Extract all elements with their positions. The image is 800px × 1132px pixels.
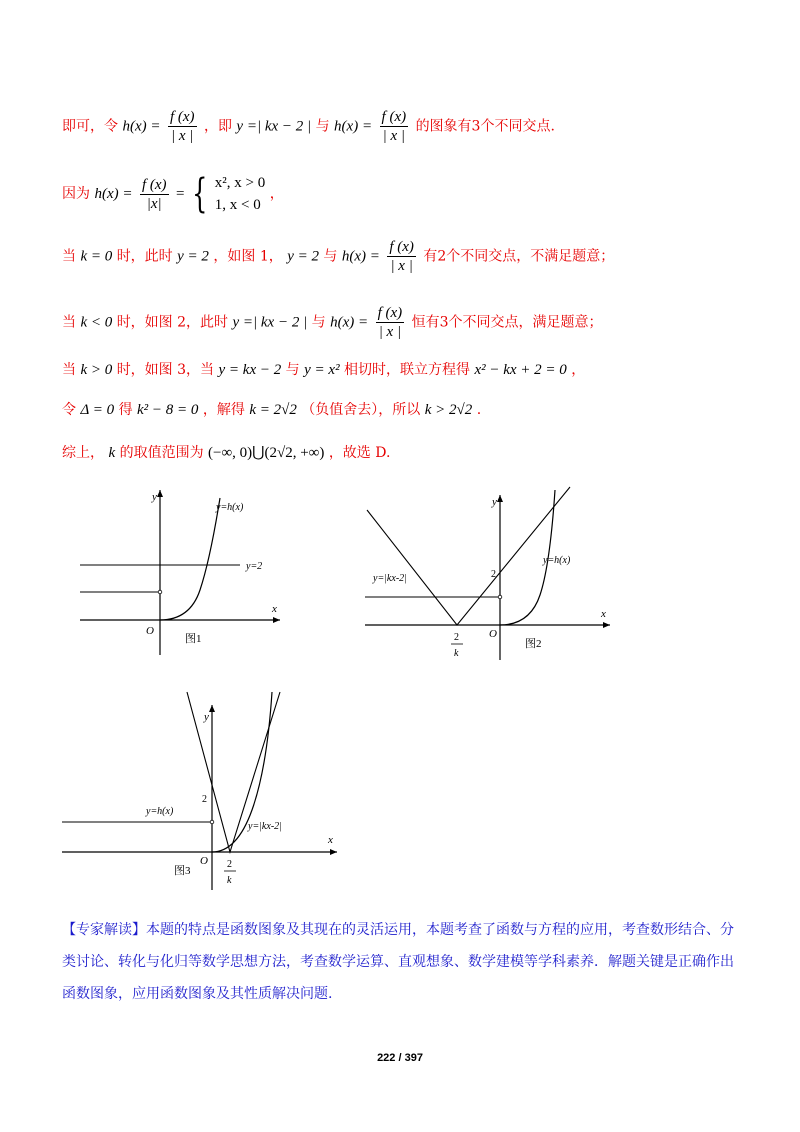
open-point (210, 820, 214, 824)
math: x² − kx + 2 = 0 (474, 362, 567, 378)
math: (−∞, 0)⋃(2√2, +∞) (208, 445, 325, 461)
figure-1 (80, 480, 290, 660)
curve-label: y=h(x) (543, 555, 571, 566)
math: k > 2√2 (424, 402, 473, 418)
math: k = 2√2 (249, 402, 297, 418)
text: 得 (118, 402, 133, 418)
text: 有2个不同交点，不满足题意； (423, 248, 615, 265)
text: 与 (323, 248, 338, 265)
curve-label: y=h(x) (216, 502, 244, 513)
tick-2: 2 (202, 794, 207, 805)
fraction (380, 108, 409, 145)
denominator: |x| (146, 195, 162, 212)
fraction (168, 108, 197, 145)
numerator: f (x) (389, 239, 414, 255)
denominator: | x | (378, 324, 402, 340)
math: y = kx − 2 (218, 362, 282, 378)
denominator: | x | (382, 128, 406, 144)
origin-label: O (200, 855, 208, 867)
numerator: f (x) (377, 305, 403, 321)
root-numerator: 2 (454, 632, 459, 643)
math: k < 0 (80, 314, 113, 331)
figure-2 (365, 485, 615, 665)
math: h(x) = (122, 118, 161, 135)
expert-note (62, 914, 742, 1010)
tick-2: 2 (491, 569, 496, 580)
math: k > 0 (80, 362, 113, 378)
text: 恒有3个不同交点，满足题意； (411, 314, 603, 331)
math: k = 0 (80, 248, 113, 265)
text: . (476, 402, 482, 418)
left-brace: { (191, 171, 208, 217)
text: 时，如图 2，此时 (116, 314, 229, 331)
fraction (387, 238, 416, 275)
math: y =| kx − 2 | (232, 314, 308, 331)
fraction (376, 304, 405, 341)
math: k² − 8 = 0 (137, 402, 199, 418)
text: 相切时，联立方程得 (344, 362, 471, 378)
origin-label: O (146, 625, 154, 637)
text: 的取值范围为 (119, 445, 204, 461)
math: y = 2 (177, 248, 209, 265)
math: h(x) = (94, 186, 133, 202)
line-6 (62, 400, 481, 420)
fraction (140, 176, 169, 213)
text: ，如图 1， (213, 248, 283, 265)
numerator: f (x) (169, 109, 195, 125)
open-point (498, 595, 502, 599)
math: h(x) = (334, 118, 373, 135)
text: 时，此时 (116, 248, 173, 265)
line-1 (62, 108, 555, 145)
line-label: y=2 (246, 561, 263, 572)
math: Δ = 0 (80, 402, 115, 418)
text: 与 (315, 118, 330, 135)
x-axis-label: x (601, 608, 606, 620)
line-5 (62, 360, 585, 380)
math: y = x² (304, 362, 340, 378)
text: 综上， (62, 445, 104, 461)
text: 与 (311, 314, 326, 331)
text: 当 (62, 362, 76, 378)
math: h(x) = (341, 248, 380, 265)
piecewise-cases (215, 172, 265, 216)
x-axis-label: x (272, 603, 277, 615)
x-axis-label: x (328, 834, 333, 846)
denominator: | x | (390, 258, 413, 274)
x-arrow-icon (273, 617, 280, 623)
caption: 图1 (185, 633, 202, 645)
page-number: 222 / 397 (377, 1052, 423, 1064)
text: 时，如图 3，当 (116, 362, 215, 378)
line-label: y=|kx-2| (248, 821, 282, 832)
caption: 图2 (525, 638, 542, 650)
origin-label: O (489, 628, 497, 640)
figure-3 (62, 690, 352, 900)
text: 当 (62, 248, 76, 265)
note-text: 本题的特点是函数图象及其现在的灵活运用，本题考查了函数与方程的应用，考查数形结合、分类讨论、转化与化归等数学思想方法，考查数学运算、直观想象、数学建模等学科素养．解题关键是正确作出函数图象，应用函数图象及其性质解决问题. (62, 922, 734, 1002)
y-axis-label: y (152, 491, 157, 503)
text: 与 (285, 362, 300, 378)
case-2: 1, x < 0 (214, 197, 261, 213)
line-7 (62, 443, 390, 463)
text: ，故选 D. (328, 445, 391, 461)
curve-label: y=h(x) (146, 806, 174, 817)
note-tag: 【专家解读】 (62, 922, 146, 938)
root-denominator: k (454, 648, 459, 659)
math: y = 2 (287, 248, 319, 265)
text: 的图象有3个不同交点. (415, 118, 555, 135)
text: ，即 (203, 118, 232, 135)
math: y =| kx − 2 | (236, 118, 312, 135)
text: ， (571, 362, 586, 378)
y-axis-label: y (492, 496, 497, 508)
line-3 (62, 238, 614, 275)
text: 因为 (62, 186, 90, 202)
y-arrow-icon (157, 490, 163, 497)
y-axis-label: y (204, 711, 209, 723)
math: h(x) = (330, 314, 369, 331)
text: （负值舍去），所以 (301, 402, 421, 418)
open-point (158, 590, 162, 594)
y-arrow-icon (209, 705, 215, 712)
curve-hx (160, 498, 220, 620)
numerator: f (x) (381, 109, 407, 125)
text: ，解得 (202, 402, 245, 418)
line-label: y=|kx-2| (373, 573, 407, 584)
numerator: f (x) (141, 176, 167, 193)
x-arrow-icon (330, 849, 337, 855)
case-1: x², x > 0 (214, 175, 266, 191)
denominator: | x | (171, 128, 194, 144)
math: k (108, 445, 116, 461)
text: 即可，令 (62, 118, 118, 135)
line-4 (62, 304, 603, 341)
caption: 图3 (174, 865, 191, 877)
text: 当 (62, 314, 76, 331)
line-2 (62, 172, 284, 216)
root-denominator: k (227, 875, 232, 886)
root-numerator: 2 (227, 859, 232, 870)
y-arrow-icon (497, 495, 503, 502)
text: ， (269, 186, 284, 202)
x-arrow-icon (603, 622, 610, 628)
text: 令 (62, 402, 76, 418)
abs-line (367, 487, 570, 625)
math: = (175, 186, 185, 202)
